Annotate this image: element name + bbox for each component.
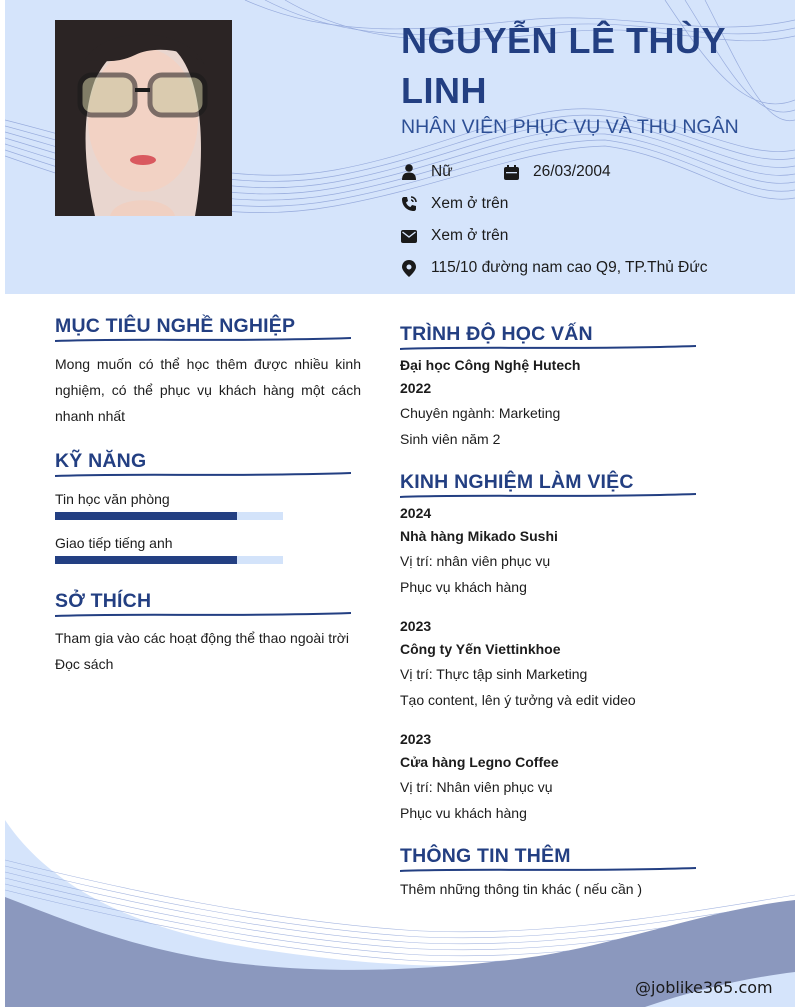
experience-desc: Phục vụ khách hàng [400,579,527,595]
phone-icon [401,196,417,212]
experience-year: 2024 [400,505,432,521]
experience-desc: Phục vu khách hàng [400,805,527,821]
footer-wave-decoration [5,800,795,1007]
extra-info-title: THÔNG TIN THÊM [400,845,571,867]
objective-title: MỤC TIÊU NGHỀ NGHIỆP [55,315,296,337]
experience-company: Cửa hàng Legno Coffee [400,754,559,770]
skill-bar-track [55,512,283,520]
skill-label: Tin học văn phòng [55,491,170,507]
birthday-row [503,161,611,183]
experience-underline [400,492,696,500]
skill-bar-track [55,556,283,564]
hobbies-underline [55,611,351,619]
profile-photo [55,20,232,216]
gender-row [401,161,453,183]
hobby-item: Tham gia vào các hoạt động thể thao ngoài trời [55,630,350,646]
birthday-value: 26/03/2004 [533,163,611,180]
extra-info-text: Thêm những thông tin khác ( nếu cần ) [400,881,643,897]
resume-header [5,0,795,294]
gender-value: Nữ [431,163,453,180]
hobby-item: Đọc sách [55,656,114,672]
watermark: @joblike365.com [635,978,773,997]
calendar-icon [503,164,519,180]
education-title: TRÌNH ĐỘ HỌC VẤN [400,323,593,345]
education-major: Chuyên ngành: Marketing [400,405,561,421]
job-title: NHÂN VIÊN PHỤC VỤ VÀ THU NGÂN [401,116,739,138]
experience-company: Công ty Yến Viettinkhoe [400,641,561,657]
experience-position: Vị trí: Thực tập sinh Marketing [400,666,588,682]
skill-bar-fill [55,556,237,564]
phone-row [401,193,508,215]
objective-underline [55,336,351,344]
candidate-name: NGUYỄN LÊ THÙY LINH [401,20,726,111]
experience-year: 2023 [400,618,432,634]
email-value: Xem ở trên [431,227,509,244]
hobbies-title: SỞ THÍCH [55,590,152,612]
location-icon [401,260,417,276]
resume-page [5,0,795,1007]
education-status: Sinh viên năm 2 [400,431,501,447]
skill-bar-fill [55,512,237,520]
experience-year: 2023 [400,731,432,747]
address-row [401,257,708,279]
experience-company: Nhà hàng Mikado Sushi [400,528,558,544]
skill-label: Giao tiếp tiếng anh [55,535,173,551]
experience-position: Vị trí: nhân viên phục vụ [400,553,551,569]
address-value: 115/10 đường nam cao Q9, TP.Thủ Đức [431,259,708,276]
mail-icon [401,228,417,244]
education-underline [400,344,696,352]
skills-title: KỸ NĂNG [55,450,147,472]
experience-title: KINH NGHIỆM LÀM VIỆC [400,471,634,493]
phone-value: Xem ở trên [431,195,509,212]
email-row [401,225,508,247]
education-year: 2022 [400,380,432,396]
person-icon [401,164,417,180]
objective-text: Mong muốn có thể học thêm được nhiều kinh nghiệm, có thể phục vụ khách hàng một cách nhanh nhất [55,356,361,424]
experience-position: Vị trí: Nhân viên phục vụ [400,779,553,795]
extra-info-underline [400,866,696,874]
education-school: Đại học Công Nghệ Hutech [400,357,581,373]
skills-underline [55,471,351,479]
experience-desc: Tạo content, lên ý tưởng và edit video [400,692,636,708]
